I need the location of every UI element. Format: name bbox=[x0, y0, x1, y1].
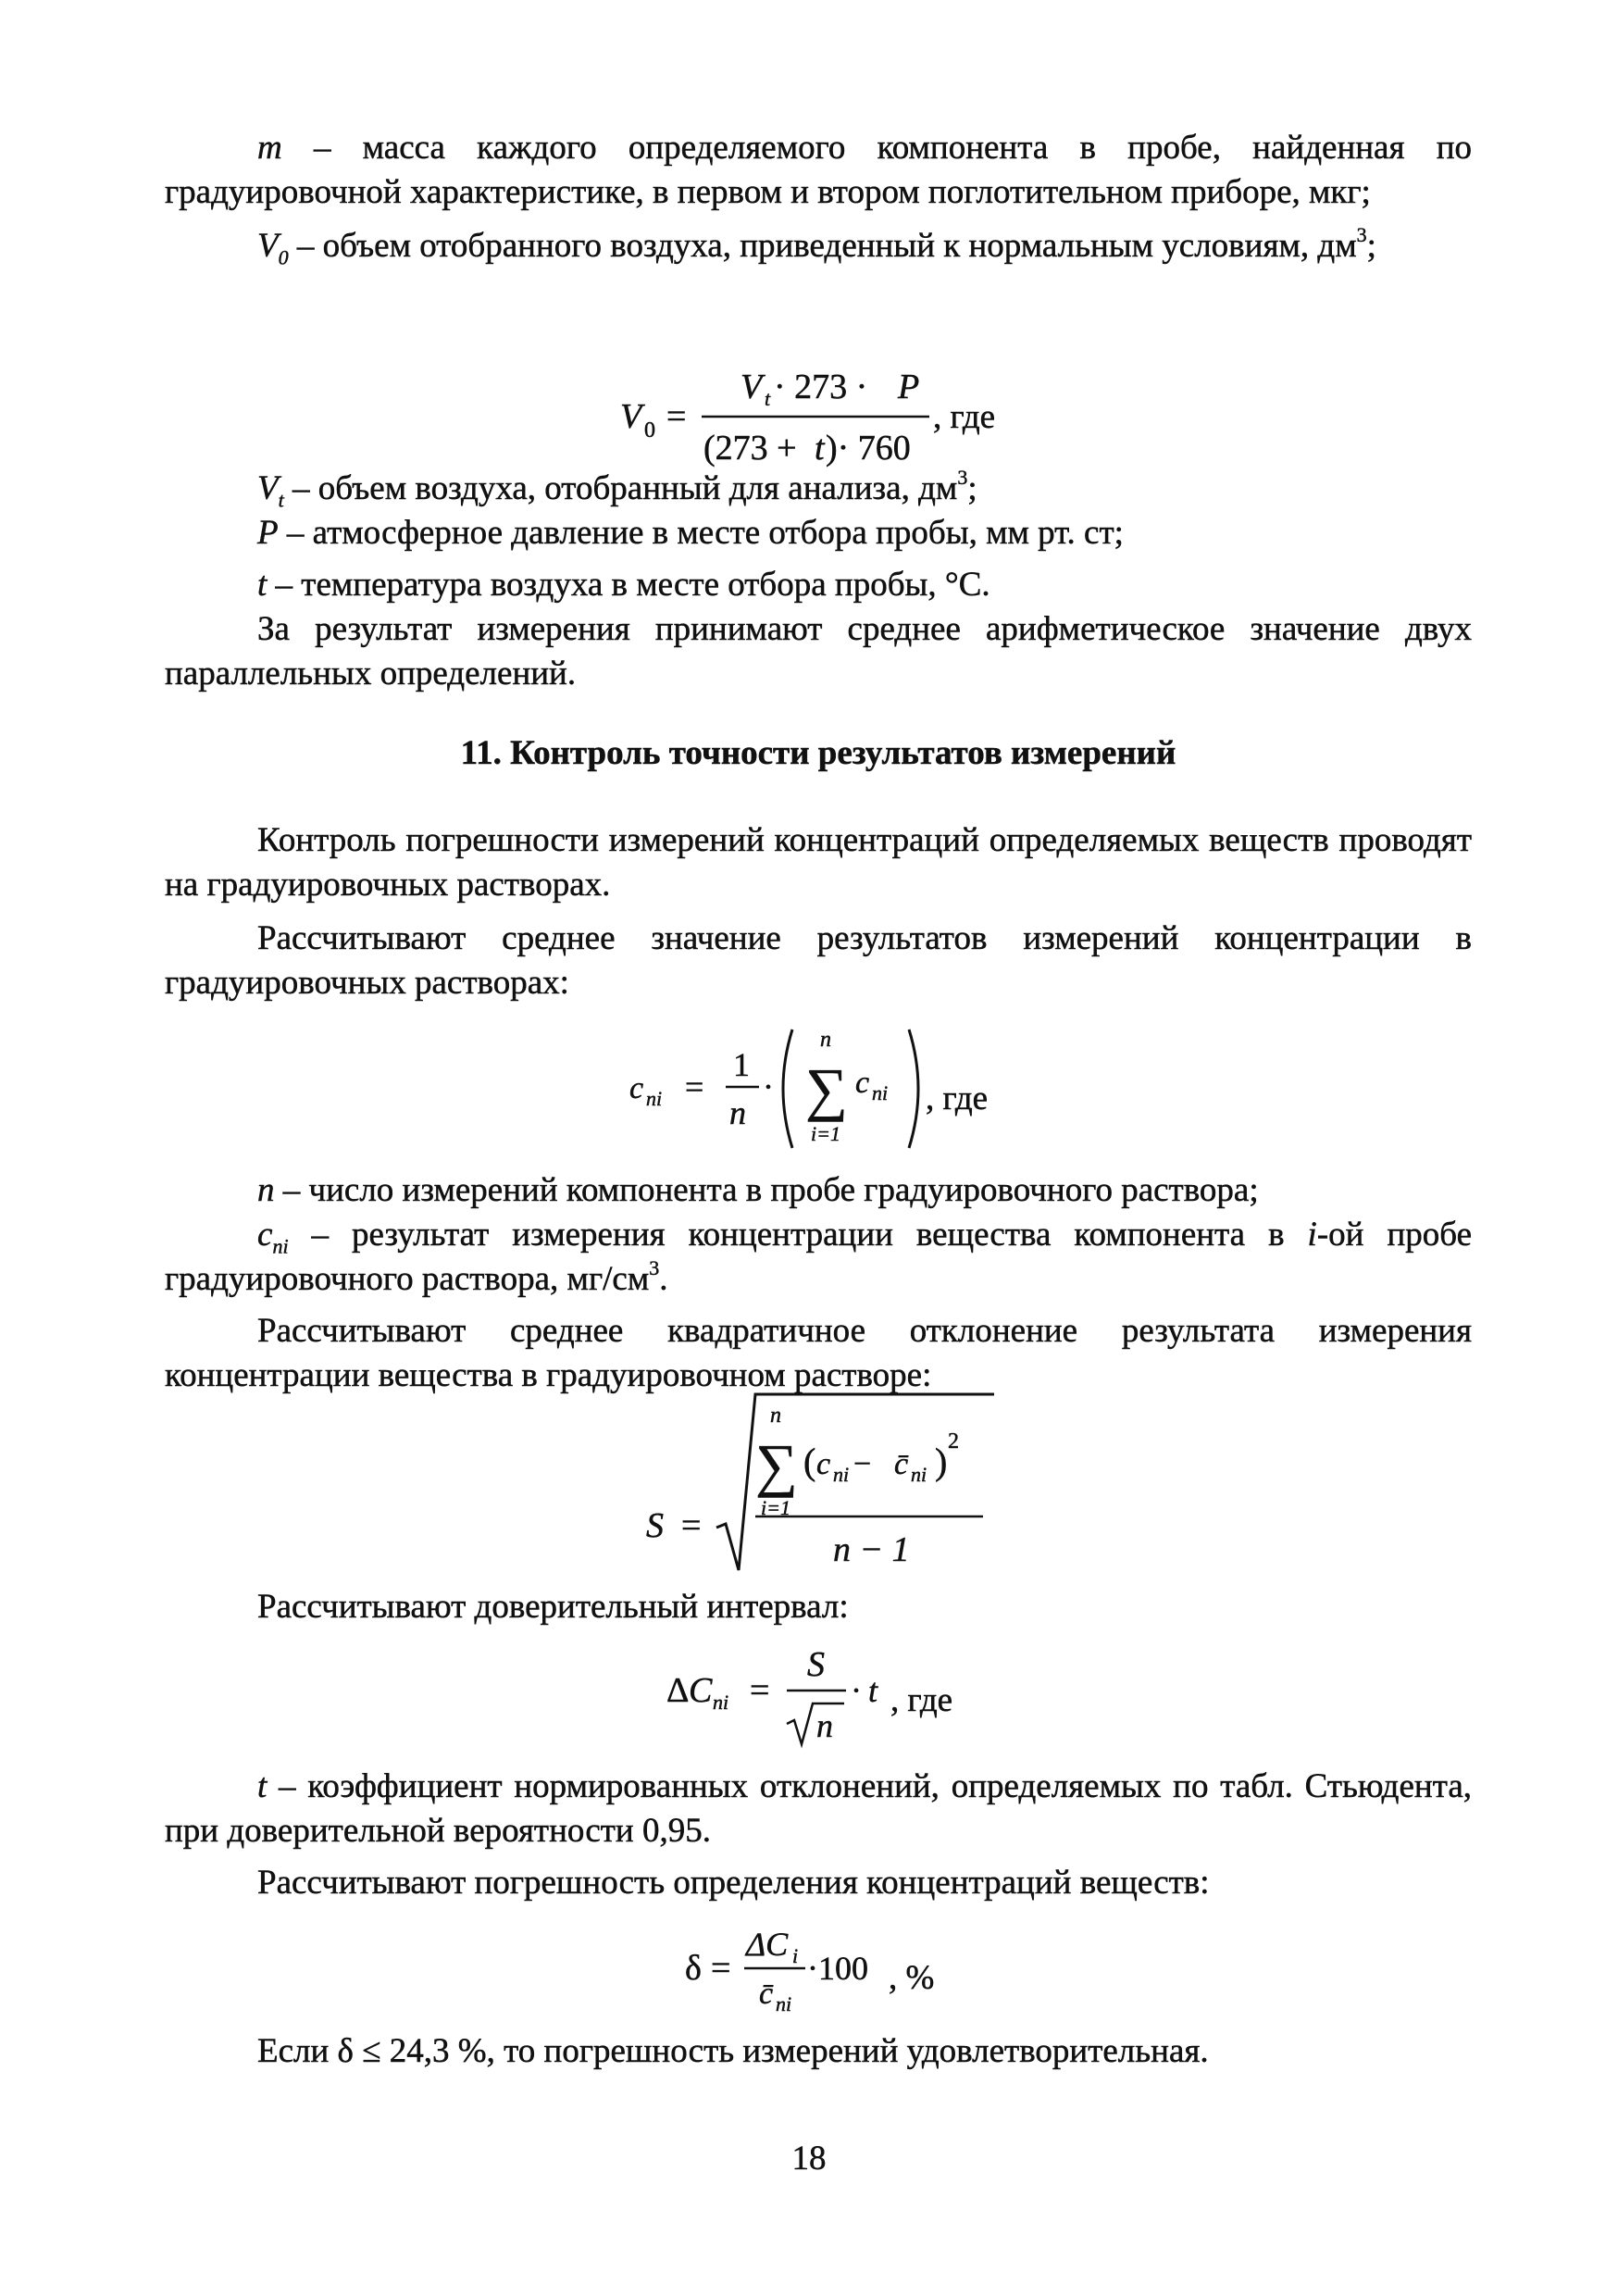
formula-ci-tail: , где bbox=[890, 1681, 953, 1719]
definitions-block-5 bbox=[165, 1765, 1472, 1905]
formula-ci-radical bbox=[787, 1703, 844, 1744]
definitions-block-4 bbox=[165, 1168, 1472, 1398]
definitions-block-1 bbox=[165, 126, 1472, 268]
control-paragraph: Контроль погрешности измерений концентраций определяемых веществ проводят на градуировочных растворах. bbox=[165, 821, 1472, 904]
ci-block bbox=[165, 1585, 1472, 1629]
formula-mean-equals: = bbox=[685, 1068, 704, 1105]
formula-sd-c1-sub: ni bbox=[833, 1463, 850, 1486]
formula-ci-c-sub: ni bbox=[713, 1691, 729, 1714]
formula-v0-num-rest: · 273 · bbox=[774, 368, 868, 406]
definitions-block-2 bbox=[165, 467, 1472, 696]
formula-v0-num-p: P bbox=[898, 368, 920, 406]
formula-v0-num-v-sub: t bbox=[765, 387, 771, 410]
formula-v0-den-left: (273 + bbox=[703, 429, 797, 468]
t-definition: t – температура воздуха в месте отбора пробы, °С. bbox=[257, 566, 990, 604]
formula-delta-lhs: δ bbox=[685, 1949, 702, 1988]
formula-delta-equals: = bbox=[711, 1949, 731, 1988]
formula-delta-den: c̄ bbox=[759, 1977, 774, 2011]
formula-sd-lhs: S bbox=[646, 1506, 664, 1545]
formula-sd-c1: c bbox=[816, 1447, 831, 1481]
formula-ci-num: S bbox=[807, 1645, 825, 1684]
formula-mean-n: n bbox=[729, 1094, 746, 1131]
formula-ci-dot-t: · t bbox=[852, 1672, 878, 1709]
formula-sd-sum-bottom: i=1 bbox=[761, 1496, 790, 1519]
formula-sd-sum-top: n bbox=[770, 1404, 781, 1428]
formula-mean-sum-top: n bbox=[820, 1028, 831, 1052]
formula-mean-term: c bbox=[855, 1066, 870, 1100]
section-title: 11. Контроль точности результатов измерений bbox=[460, 734, 1176, 772]
conclusion-block bbox=[165, 2029, 1472, 2074]
mean-paragraph: Рассчитывают среднее значение результатов измерений концентрации в градуировочных растворах: bbox=[165, 919, 1472, 1002]
formula-ci-c: C bbox=[689, 1671, 713, 1710]
formula-sd-open-paren: ( bbox=[803, 1441, 816, 1482]
formula-delta-mult: ·100 bbox=[807, 1950, 868, 1987]
t-coef-definition: t – коэффициент нормированных отклонений, определяемых по табл. Стьюдента, при доверительной вероятности 0,95. bbox=[165, 1767, 1472, 1850]
formula-sd bbox=[620, 1389, 1009, 1583]
formula-mean-left-paren bbox=[783, 1029, 792, 1148]
formula-v0-tail: , где bbox=[933, 398, 996, 436]
formula-sd-c2-sub: ni bbox=[911, 1463, 927, 1486]
formula-ci bbox=[648, 1635, 1018, 1755]
formula-mean-lhs: c bbox=[629, 1071, 644, 1105]
p-definition: P – атмосферное давление в месте отбора пробы, мм рт. ст; bbox=[257, 514, 1124, 552]
err-paragraph: Рассчитывают погрешность определения концентраций веществ: bbox=[257, 1864, 1210, 1902]
formula-mean-one: 1 bbox=[733, 1046, 750, 1083]
formula-sd-power: 2 bbox=[948, 1429, 959, 1454]
paragraphs-block-3 bbox=[165, 818, 1472, 1005]
formula-delta bbox=[666, 1916, 981, 2028]
page-number: 18 bbox=[791, 2140, 827, 2177]
formula-sd-close-paren: ) bbox=[935, 1441, 948, 1482]
formula-v0-lhs: V bbox=[620, 397, 642, 436]
formula-mean-tail: , где bbox=[926, 1079, 989, 1117]
formula-mean bbox=[611, 1015, 1037, 1163]
formula-delta-den-sub: ni bbox=[776, 1992, 792, 2015]
formula-v0-den-right: )· 760 bbox=[826, 429, 911, 468]
m-definition: m – масса каждого определяемого компонента в пробе, найденная по градуировочной характеристике, в первом и втором поглотительном приборе, мкг; bbox=[165, 129, 1472, 211]
formula-ci-den: n bbox=[816, 1707, 833, 1744]
n-definition: n – число измерений компонента в пробе градуировочного раствора; bbox=[257, 1171, 1259, 1209]
cni-definition: $c_{ni}$ – результат измерения концентрации вещества компонента в i-ой пробе градуировочного раствора, $мг/см^3$. bbox=[165, 1216, 1473, 1298]
formula-v0-lhs-sub: 0 bbox=[644, 418, 655, 443]
sd-paragraph: Рассчитывают среднее квадратичное отклонение результата измерения концентрации вещества в градуировочном растворе: bbox=[165, 1312, 1472, 1394]
formula-v0-equals: = bbox=[666, 397, 687, 436]
formula-mean-term-sub: ni bbox=[872, 1081, 889, 1104]
formula-delta-num: ΔC bbox=[746, 1926, 789, 1963]
formula-delta-tail: , % bbox=[889, 1959, 935, 1997]
formula-sd-minus: − bbox=[853, 1447, 872, 1481]
formula-mean-dot: · bbox=[763, 1068, 774, 1105]
formula-mean-lhs-sub: ni bbox=[646, 1087, 663, 1110]
conclusion-paragraph: Если δ ≤ 24,3 %, то погрешность измерений удовлетворительная. bbox=[257, 2032, 1209, 2070]
formula-mean-sigma: ∑ bbox=[805, 1056, 848, 1122]
ci-paragraph: Рассчитывают доверительный интервал: bbox=[257, 1588, 849, 1626]
formula-ci-equals: = bbox=[750, 1671, 770, 1710]
formula-v0-num-v: V bbox=[741, 368, 763, 406]
formula-v0-den-t: t bbox=[815, 429, 825, 468]
formula-ci-delta: Δ bbox=[666, 1671, 690, 1710]
formula-sd-equals: = bbox=[681, 1506, 702, 1545]
vt-definition: $V_t$ – объем воздуха, отобранный для анализа, $дм^3$; bbox=[257, 465, 977, 512]
result-paragraph: За результат измерения принимают среднее арифметическое значение двух параллельных определений. bbox=[165, 610, 1472, 693]
formula-sd-sigma: ∑ bbox=[755, 1432, 798, 1498]
formula-sd-den: n − 1 bbox=[833, 1530, 910, 1569]
formula-mean-right-paren bbox=[909, 1029, 918, 1148]
formula-mean-sum-bottom: i=1 bbox=[811, 1122, 840, 1145]
formula-delta-num-sub: i bbox=[792, 1944, 799, 1967]
v0-definition: $V_0$ – объем отобранного воздуха, приведенный к нормальным условиям, $дм^3$; bbox=[257, 222, 1376, 269]
formula-sd-c2: c̄ bbox=[894, 1447, 909, 1481]
